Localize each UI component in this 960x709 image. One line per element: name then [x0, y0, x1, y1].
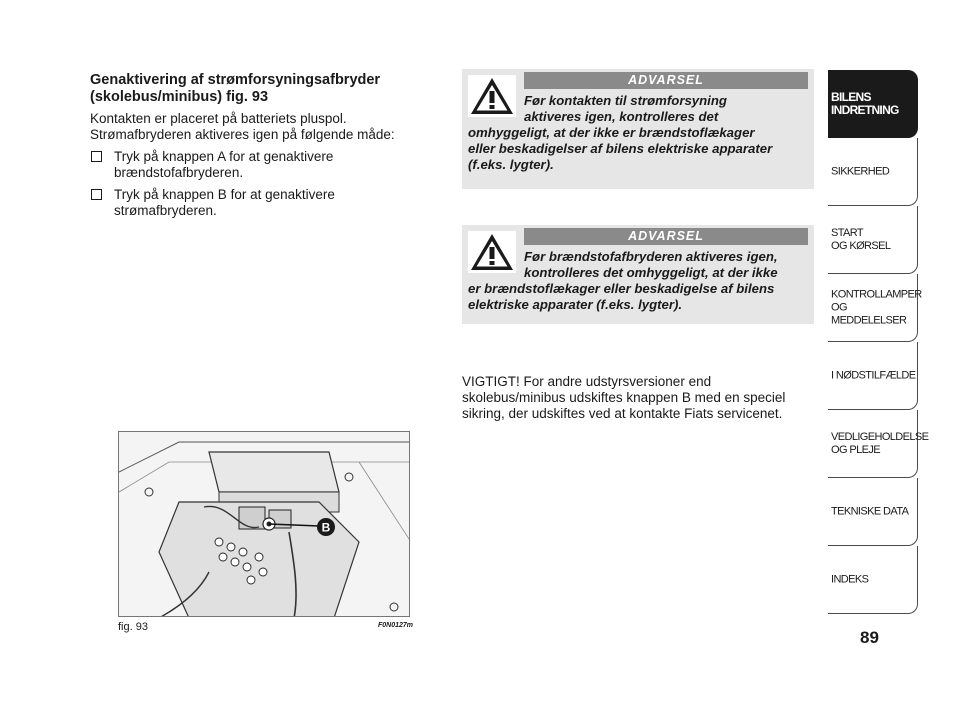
sidebar-item-sikkerhed[interactable]: [828, 138, 918, 206]
sidebar-item-label: INDEKS: [831, 573, 869, 585]
sidebar-item-label: SIKKERHED: [831, 165, 890, 177]
warning-text: Før brændstofafbryderen aktiveres igen, kontrolleres det omhyggeligt, at der ikke er brændstoflækager eller beskadigelse af bilens elektriske apparater (f.eks. lygter).: [468, 249, 778, 312]
section-heading: Genaktivering af strømforsyningsafbryder (skolebus/minibus) fig. 93: [90, 72, 381, 105]
sidebar-item-label: TEKNISKE DATA: [831, 505, 909, 517]
sidebar-item-kontrollamper[interactable]: [828, 274, 922, 342]
sidebar-item-label: I NØDSTILFÆLDE: [831, 369, 916, 381]
sidebar-item-label: KONTROLLAMPER OG MEDDELELSER: [831, 288, 922, 326]
figure-code: F0N0127m: [378, 622, 414, 629]
sidebar-item-label: START OG KØRSEL: [831, 226, 891, 252]
checkbox-icon: [91, 189, 102, 200]
warning-text: Før kontakten til strømforsyning aktiveres igen, kontrolleres det omhyggeligt, at der ikke er brændstoflækager eller beskadigelser af bilens elektriske apparater (f.eks. lygter).: [468, 93, 773, 172]
sidebar-item-label: BILENS INDRETNING: [831, 89, 899, 117]
warning-header: ADVARSEL: [524, 228, 808, 245]
battery-illustration: [119, 432, 410, 617]
sidebar-item-bilens-indretning[interactable]: [828, 70, 918, 138]
warning-box-1: [462, 69, 814, 189]
warning-triangle-icon: [468, 231, 516, 273]
warning-header: ADVARSEL: [524, 72, 808, 89]
sidebar-item-label: VEDLIGEHOLDELSE OG PLEJE: [831, 430, 929, 456]
warning-box-2: [462, 225, 814, 324]
sidebar-item-vedligeholdelse[interactable]: [828, 410, 929, 478]
sidebar-item-tekniske-data[interactable]: [828, 478, 918, 546]
bullet-item-a: Tryk på knappen A for at genaktivere brændstofafbryderen.: [90, 149, 420, 181]
left-column: [90, 72, 420, 219]
figure-label: fig. 93: [118, 621, 148, 633]
sidebar-item-indeks[interactable]: [828, 546, 918, 614]
checkbox-icon: [91, 151, 102, 162]
bullet-item-b: Tryk på knappen B for at genaktivere strømafbryderen.: [90, 187, 420, 219]
important-note: VIGTIGT! For andre udstyrsversioner end skolebus/minibus udskiftes knappen B med en speciel sikring, der udskiftes ved at kontakte Fiats servicenet.: [462, 374, 786, 421]
callout-b-label: B: [321, 520, 331, 535]
sidebar-item-i-nodstilfaelde[interactable]: [828, 342, 918, 410]
warning-triangle-icon: [468, 75, 516, 117]
battery-figure: [118, 431, 410, 617]
intro-paragraph: Kontakten er placeret på batteriets pluspol. Strømafbryderen aktiveres igen på følgende måde:: [90, 111, 395, 142]
sidebar-item-start-og-korsel[interactable]: [828, 206, 918, 274]
chapter-sidebar: [828, 70, 929, 614]
page-number: 89: [860, 628, 879, 647]
